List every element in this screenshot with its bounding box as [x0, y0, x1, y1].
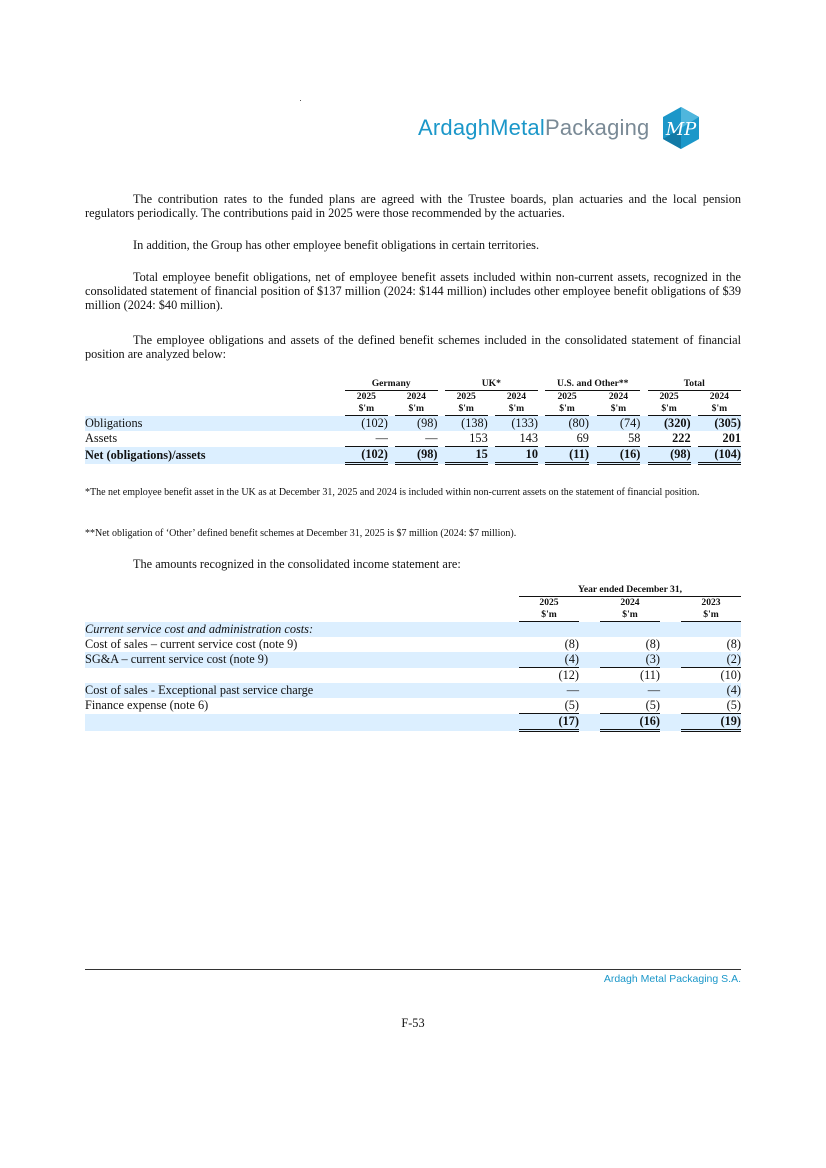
cell-value: 58	[597, 431, 641, 447]
year-header: 2023	[701, 597, 721, 608]
cell-value: (102)	[345, 447, 388, 464]
cell-value: (12)	[558, 668, 579, 682]
group-us-other: U.S. and Other**	[545, 378, 640, 391]
table-row	[85, 652, 741, 668]
year-header: 2024	[620, 597, 640, 608]
cell-value: (3)	[600, 652, 660, 668]
table-row	[85, 416, 741, 432]
cell-value: (5)	[600, 698, 660, 714]
unit-header: $'m	[519, 609, 579, 622]
unit-header: $'m	[445, 403, 488, 416]
stray-dot	[300, 100, 301, 101]
cell-value: —	[600, 683, 660, 698]
row-label	[85, 668, 519, 684]
year-header: 2025	[356, 391, 376, 402]
logo-word-packaging: Packaging	[544, 115, 650, 140]
period-header: Year ended December 31,	[519, 584, 741, 597]
unit-header: $'m	[597, 403, 641, 416]
cell-value: (17)	[519, 714, 579, 731]
table1-year-row	[85, 391, 741, 404]
cell-value: 201	[698, 431, 741, 447]
logo-word-ardagh: Ardagh	[418, 115, 491, 140]
unit-header: $'m	[345, 403, 388, 416]
unit-header: $'m	[395, 403, 437, 416]
table2-year-row	[85, 597, 741, 610]
cell-value: (5)	[519, 698, 579, 714]
cell-value: (4)	[681, 683, 741, 698]
cell-value: (5)	[681, 698, 741, 714]
cell-value: 10	[495, 447, 538, 464]
page-number: F-53	[401, 1016, 425, 1030]
cell-value: (4)	[519, 652, 579, 668]
cell-value: (320)	[648, 416, 691, 432]
cell-value: (16)	[597, 447, 641, 464]
income-statement-table	[85, 584, 741, 732]
cell-value: (8)	[645, 637, 660, 651]
cell-value: (2)	[681, 652, 741, 668]
cell-value: (16)	[600, 714, 660, 731]
paragraph-analysis-intro: The employee obligations and assets of the defined benefit schemes included in the consolidated statement of financial position are analyzed below:	[85, 333, 741, 361]
cell-value: 153	[445, 431, 488, 447]
row-label: SG&A – current service cost (note 9)	[85, 652, 519, 668]
benefit-schemes-table	[85, 378, 741, 465]
row-label	[85, 714, 519, 731]
table-row-net	[85, 447, 741, 464]
footer-company-name: Ardagh Metal Packaging S.A.	[603, 973, 741, 985]
row-label: Cost of sales - Exceptional past service charge	[85, 683, 519, 698]
paragraph-other-obligations: In addition, the Group has other employee benefit obligations in certain territories.	[133, 238, 540, 252]
group-total: Total	[648, 378, 741, 391]
cell-value: (19)	[681, 714, 741, 731]
row-label: Net (obligations)/assets	[85, 447, 345, 464]
cell-value: (11)	[639, 668, 660, 682]
table-row	[85, 698, 741, 714]
group-germany: Germany	[345, 378, 438, 391]
cell-value: (11)	[545, 447, 589, 464]
footnote-uk: *The net employee benefit asset in the UK as at December 31, 2025 and 2024 is included within non-current assets on the statement of financial position.	[85, 487, 700, 498]
cell-value: (104)	[698, 447, 741, 464]
table2-unit-row	[85, 609, 741, 622]
year-header: 2025	[456, 391, 476, 402]
cell-value: (102)	[345, 416, 388, 432]
unit-header: $'m	[495, 403, 538, 416]
cell-value: (74)	[597, 416, 641, 432]
row-label: Cost of sales – current service cost (note 9)	[85, 637, 298, 651]
cell-value: (138)	[445, 416, 488, 432]
footer-divider	[85, 969, 741, 970]
cell-value: (80)	[545, 416, 589, 432]
cell-value: (133)	[495, 416, 538, 432]
cell-value: (8)	[726, 637, 741, 651]
year-header: 2025	[659, 391, 679, 402]
unit-header: $'m	[600, 609, 660, 622]
logo-word-metal: Metal	[490, 115, 545, 140]
cell-value: (98)	[648, 447, 691, 464]
cell-value: —	[395, 431, 437, 447]
table1-unit-row	[85, 403, 741, 416]
cell-value: (98)	[395, 447, 437, 464]
cell-value: —	[519, 683, 579, 698]
cell-value: (10)	[720, 668, 741, 682]
unit-header: $'m	[545, 403, 589, 416]
table-row-total	[85, 714, 741, 731]
footnote-other: **Net obligation of ‘Other’ defined benefit schemes at December 31, 2025 is $7 million (2024: $7 million).	[85, 528, 517, 539]
year-header: 2024	[608, 391, 629, 402]
table-row-section	[85, 622, 741, 638]
row-label: Obligations	[85, 416, 345, 432]
logo-wordmark	[418, 115, 650, 141]
table-row	[85, 431, 741, 447]
year-header: 2025	[557, 391, 577, 402]
table2-period-row	[85, 584, 741, 597]
paragraph-income-statement-intro: The amounts recognized in the consolidated income statement are:	[133, 557, 461, 571]
section-label: Current service cost and administration costs:	[85, 622, 519, 638]
year-header: 2024	[709, 391, 729, 402]
cell-value: 69	[545, 431, 589, 447]
unit-header: $'m	[698, 403, 741, 416]
logo-mark-text: MP	[665, 119, 696, 140]
paragraph-contribution-rates: The contribution rates to the funded plans are agreed with the Trustee boards, plan actuaries and the local pension regulators periodically. The contributions paid in 2025 were those recommended by the actuaries.	[85, 192, 741, 220]
cell-value: (8)	[564, 637, 579, 651]
cell-value: 15	[445, 447, 488, 464]
year-header: 2025	[539, 597, 559, 608]
year-header: 2024	[506, 391, 527, 402]
row-label: Finance expense (note 6)	[85, 698, 209, 713]
table-row	[85, 683, 741, 698]
cell-value: 222	[648, 431, 691, 447]
unit-header: $'m	[681, 609, 741, 622]
group-uk: UK*	[445, 378, 538, 391]
row-label: Assets	[85, 431, 118, 446]
table-row-subtotal	[85, 668, 741, 684]
paragraph-total-obligations: Total employee benefit obligations, net of employee benefit assets included within non-current assets, recognized in the consolidated statement of financial position of $137 million (2024: $144 million) includes other employee benefit obligations of $39 million (2024: $40 million).	[85, 270, 741, 312]
cell-value: —	[345, 431, 388, 447]
table-row	[85, 637, 741, 652]
company-logo	[418, 104, 704, 152]
amp-logo-icon	[658, 105, 704, 151]
cell-value: 143	[495, 431, 538, 447]
cell-value: (98)	[395, 416, 437, 432]
year-header: 2024	[406, 391, 426, 402]
table1-group-header-row	[85, 378, 741, 391]
cell-value: (305)	[698, 416, 741, 432]
unit-header: $'m	[648, 403, 691, 416]
